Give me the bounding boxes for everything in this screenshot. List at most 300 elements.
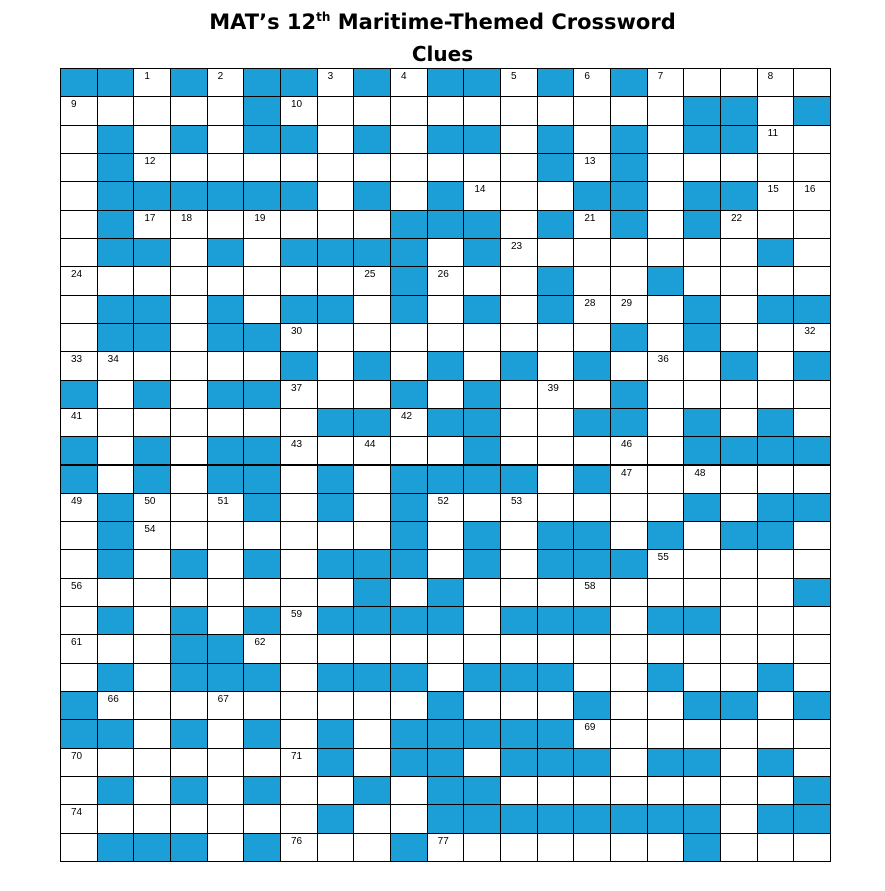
white-square[interactable]	[243, 578, 281, 607]
white-square[interactable]	[97, 634, 135, 663]
white-square[interactable]	[390, 804, 428, 833]
white-square[interactable]	[500, 153, 538, 182]
white-square[interactable]	[280, 634, 318, 663]
white-square[interactable]	[280, 549, 318, 578]
white-square[interactable]	[647, 153, 685, 182]
white-square[interactable]	[573, 380, 611, 409]
white-square[interactable]	[133, 68, 171, 97]
white-square[interactable]	[647, 323, 685, 352]
white-square[interactable]	[280, 153, 318, 182]
white-square[interactable]	[463, 748, 501, 777]
white-square[interactable]	[133, 125, 171, 154]
white-square[interactable]	[317, 578, 355, 607]
white-square[interactable]	[133, 606, 171, 635]
white-square[interactable]	[537, 408, 575, 437]
white-square[interactable]	[353, 493, 391, 522]
white-square[interactable]	[353, 748, 391, 777]
white-square[interactable]	[647, 238, 685, 267]
white-square[interactable]	[757, 181, 795, 210]
white-square[interactable]	[60, 210, 98, 239]
white-square[interactable]	[463, 833, 501, 862]
white-square[interactable]	[317, 210, 355, 239]
white-square[interactable]	[317, 96, 355, 125]
white-square[interactable]	[793, 663, 831, 692]
white-square[interactable]	[133, 634, 171, 663]
white-square[interactable]	[207, 748, 245, 777]
white-square[interactable]	[353, 521, 391, 550]
white-square[interactable]	[610, 465, 648, 494]
white-square[interactable]	[243, 295, 281, 324]
white-square[interactable]	[280, 266, 318, 295]
white-square[interactable]	[757, 380, 795, 409]
white-square[interactable]	[793, 408, 831, 437]
white-square[interactable]	[427, 833, 465, 862]
white-square[interactable]	[243, 238, 281, 267]
white-square[interactable]	[793, 125, 831, 154]
white-square[interactable]	[60, 323, 98, 352]
white-square[interactable]	[647, 578, 685, 607]
white-square[interactable]	[647, 465, 685, 494]
white-square[interactable]	[757, 323, 795, 352]
white-square[interactable]	[537, 776, 575, 805]
white-square[interactable]	[537, 578, 575, 607]
white-square[interactable]	[610, 748, 648, 777]
white-square[interactable]	[427, 380, 465, 409]
white-square[interactable]	[500, 549, 538, 578]
white-square[interactable]	[793, 549, 831, 578]
white-square[interactable]	[60, 804, 98, 833]
white-square[interactable]	[647, 351, 685, 380]
white-square[interactable]	[97, 691, 135, 720]
white-square[interactable]	[133, 266, 171, 295]
white-square[interactable]	[280, 776, 318, 805]
white-square[interactable]	[720, 408, 758, 437]
white-square[interactable]	[573, 634, 611, 663]
white-square[interactable]	[500, 691, 538, 720]
white-square[interactable]	[317, 68, 355, 97]
white-square[interactable]	[97, 748, 135, 777]
white-square[interactable]	[427, 436, 465, 465]
white-square[interactable]	[207, 408, 245, 437]
white-square[interactable]	[353, 210, 391, 239]
white-square[interactable]	[720, 606, 758, 635]
white-square[interactable]	[500, 776, 538, 805]
white-square[interactable]	[793, 181, 831, 210]
white-square[interactable]	[537, 380, 575, 409]
white-square[interactable]	[610, 634, 648, 663]
white-square[interactable]	[683, 465, 721, 494]
white-square[interactable]	[427, 96, 465, 125]
white-square[interactable]	[720, 295, 758, 324]
white-square[interactable]	[170, 351, 208, 380]
white-square[interactable]	[610, 436, 648, 465]
white-square[interactable]	[610, 833, 648, 862]
white-square[interactable]	[243, 408, 281, 437]
white-square[interactable]	[720, 748, 758, 777]
white-square[interactable]	[500, 125, 538, 154]
white-square[interactable]	[573, 295, 611, 324]
white-square[interactable]	[537, 238, 575, 267]
white-square[interactable]	[390, 125, 428, 154]
white-square[interactable]	[463, 323, 501, 352]
white-square[interactable]	[683, 153, 721, 182]
white-square[interactable]	[647, 96, 685, 125]
white-square[interactable]	[647, 549, 685, 578]
white-square[interactable]	[500, 436, 538, 465]
white-square[interactable]	[720, 266, 758, 295]
white-square[interactable]	[793, 153, 831, 182]
white-square[interactable]	[97, 96, 135, 125]
white-square[interactable]	[280, 578, 318, 607]
white-square[interactable]	[207, 351, 245, 380]
white-square[interactable]	[793, 521, 831, 550]
white-square[interactable]	[280, 323, 318, 352]
white-square[interactable]	[207, 125, 245, 154]
white-square[interactable]	[647, 408, 685, 437]
white-square[interactable]	[133, 719, 171, 748]
white-square[interactable]	[133, 153, 171, 182]
white-square[interactable]	[683, 380, 721, 409]
white-square[interactable]	[60, 96, 98, 125]
white-square[interactable]	[793, 833, 831, 862]
white-square[interactable]	[280, 465, 318, 494]
white-square[interactable]	[97, 804, 135, 833]
white-square[interactable]	[537, 96, 575, 125]
white-square[interactable]	[500, 634, 538, 663]
white-square[interactable]	[280, 748, 318, 777]
white-square[interactable]	[317, 380, 355, 409]
white-square[interactable]	[243, 804, 281, 833]
white-square[interactable]	[133, 351, 171, 380]
white-square[interactable]	[60, 351, 98, 380]
white-square[interactable]	[573, 663, 611, 692]
white-square[interactable]	[170, 493, 208, 522]
white-square[interactable]	[170, 521, 208, 550]
white-square[interactable]	[573, 323, 611, 352]
white-square[interactable]	[720, 663, 758, 692]
white-square[interactable]	[463, 351, 501, 380]
white-square[interactable]	[610, 521, 648, 550]
white-square[interactable]	[280, 521, 318, 550]
white-square[interactable]	[60, 833, 98, 862]
white-square[interactable]	[793, 465, 831, 494]
white-square[interactable]	[793, 719, 831, 748]
white-square[interactable]	[610, 606, 648, 635]
white-square[interactable]	[390, 408, 428, 437]
white-square[interactable]	[133, 210, 171, 239]
white-square[interactable]	[500, 578, 538, 607]
white-square[interactable]	[97, 578, 135, 607]
white-square[interactable]	[757, 153, 795, 182]
white-square[interactable]	[390, 776, 428, 805]
white-square[interactable]	[500, 833, 538, 862]
white-square[interactable]	[60, 549, 98, 578]
white-square[interactable]	[427, 521, 465, 550]
white-square[interactable]	[280, 408, 318, 437]
white-square[interactable]	[60, 153, 98, 182]
white-square[interactable]	[243, 634, 281, 663]
white-square[interactable]	[353, 804, 391, 833]
white-square[interactable]	[353, 719, 391, 748]
white-square[interactable]	[243, 153, 281, 182]
white-square[interactable]	[60, 238, 98, 267]
white-square[interactable]	[537, 833, 575, 862]
white-square[interactable]	[97, 351, 135, 380]
white-square[interactable]	[427, 266, 465, 295]
white-square[interactable]	[757, 606, 795, 635]
white-square[interactable]	[427, 153, 465, 182]
white-square[interactable]	[537, 323, 575, 352]
white-square[interactable]	[720, 493, 758, 522]
white-square[interactable]	[500, 68, 538, 97]
white-square[interactable]	[573, 833, 611, 862]
white-square[interactable]	[427, 295, 465, 324]
white-square[interactable]	[793, 266, 831, 295]
white-square[interactable]	[683, 663, 721, 692]
white-square[interactable]	[390, 436, 428, 465]
white-square[interactable]	[500, 521, 538, 550]
white-square[interactable]	[683, 719, 721, 748]
white-square[interactable]	[207, 691, 245, 720]
white-square[interactable]	[793, 634, 831, 663]
white-square[interactable]	[353, 436, 391, 465]
white-square[interactable]	[720, 776, 758, 805]
white-square[interactable]	[500, 323, 538, 352]
white-square[interactable]	[647, 210, 685, 239]
white-square[interactable]	[647, 691, 685, 720]
white-square[interactable]	[243, 691, 281, 720]
white-square[interactable]	[647, 719, 685, 748]
white-square[interactable]	[683, 634, 721, 663]
white-square[interactable]	[133, 691, 171, 720]
white-square[interactable]	[133, 663, 171, 692]
white-square[interactable]	[390, 323, 428, 352]
white-square[interactable]	[133, 521, 171, 550]
white-square[interactable]	[793, 238, 831, 267]
white-square[interactable]	[353, 153, 391, 182]
white-square[interactable]	[720, 719, 758, 748]
white-square[interactable]	[170, 153, 208, 182]
white-square[interactable]	[720, 210, 758, 239]
white-square[interactable]	[97, 436, 135, 465]
white-square[interactable]	[500, 96, 538, 125]
white-square[interactable]	[500, 181, 538, 210]
white-square[interactable]	[170, 210, 208, 239]
white-square[interactable]	[463, 493, 501, 522]
white-square[interactable]	[280, 691, 318, 720]
white-square[interactable]	[500, 210, 538, 239]
white-square[interactable]	[170, 436, 208, 465]
white-square[interactable]	[793, 210, 831, 239]
white-square[interactable]	[757, 634, 795, 663]
white-square[interactable]	[793, 68, 831, 97]
white-square[interactable]	[757, 68, 795, 97]
white-square[interactable]	[317, 153, 355, 182]
white-square[interactable]	[537, 465, 575, 494]
white-square[interactable]	[537, 493, 575, 522]
white-square[interactable]	[97, 380, 135, 409]
white-square[interactable]	[500, 238, 538, 267]
white-square[interactable]	[353, 465, 391, 494]
white-square[interactable]	[757, 125, 795, 154]
white-square[interactable]	[280, 719, 318, 748]
white-square[interactable]	[683, 68, 721, 97]
white-square[interactable]	[610, 776, 648, 805]
white-square[interactable]	[463, 153, 501, 182]
white-square[interactable]	[610, 719, 648, 748]
white-square[interactable]	[280, 210, 318, 239]
white-square[interactable]	[97, 408, 135, 437]
white-square[interactable]	[720, 465, 758, 494]
white-square[interactable]	[647, 295, 685, 324]
white-square[interactable]	[207, 804, 245, 833]
white-square[interactable]	[757, 351, 795, 380]
white-square[interactable]	[573, 493, 611, 522]
white-square[interactable]	[60, 578, 98, 607]
white-square[interactable]	[463, 96, 501, 125]
white-square[interactable]	[757, 719, 795, 748]
white-square[interactable]	[170, 238, 208, 267]
white-square[interactable]	[317, 776, 355, 805]
white-square[interactable]	[280, 380, 318, 409]
white-square[interactable]	[280, 493, 318, 522]
white-square[interactable]	[207, 776, 245, 805]
white-square[interactable]	[793, 606, 831, 635]
white-square[interactable]	[610, 663, 648, 692]
white-square[interactable]	[427, 493, 465, 522]
white-square[interactable]	[573, 238, 611, 267]
white-square[interactable]	[207, 96, 245, 125]
white-square[interactable]	[720, 323, 758, 352]
white-square[interactable]	[243, 210, 281, 239]
white-square[interactable]	[500, 266, 538, 295]
white-square[interactable]	[610, 266, 648, 295]
white-square[interactable]	[317, 833, 355, 862]
white-square[interactable]	[390, 351, 428, 380]
white-square[interactable]	[610, 578, 648, 607]
white-square[interactable]	[207, 266, 245, 295]
white-square[interactable]	[133, 96, 171, 125]
white-square[interactable]	[427, 323, 465, 352]
white-square[interactable]	[720, 549, 758, 578]
white-square[interactable]	[537, 691, 575, 720]
white-square[interactable]	[427, 634, 465, 663]
white-square[interactable]	[757, 96, 795, 125]
white-square[interactable]	[60, 663, 98, 692]
white-square[interactable]	[170, 691, 208, 720]
white-square[interactable]	[97, 465, 135, 494]
white-square[interactable]	[463, 606, 501, 635]
white-square[interactable]	[133, 578, 171, 607]
white-square[interactable]	[793, 748, 831, 777]
white-square[interactable]	[573, 68, 611, 97]
white-square[interactable]	[793, 380, 831, 409]
white-square[interactable]	[353, 380, 391, 409]
white-square[interactable]	[720, 634, 758, 663]
white-square[interactable]	[427, 663, 465, 692]
white-square[interactable]	[720, 578, 758, 607]
white-square[interactable]	[720, 153, 758, 182]
white-square[interactable]	[280, 833, 318, 862]
white-square[interactable]	[390, 691, 428, 720]
white-square[interactable]	[647, 436, 685, 465]
white-square[interactable]	[243, 266, 281, 295]
white-square[interactable]	[683, 521, 721, 550]
white-square[interactable]	[573, 125, 611, 154]
white-square[interactable]	[207, 833, 245, 862]
white-square[interactable]	[317, 323, 355, 352]
white-square[interactable]	[317, 125, 355, 154]
white-square[interactable]	[647, 181, 685, 210]
white-square[interactable]	[243, 748, 281, 777]
white-square[interactable]	[647, 125, 685, 154]
white-square[interactable]	[353, 266, 391, 295]
white-square[interactable]	[757, 578, 795, 607]
white-square[interactable]	[683, 266, 721, 295]
white-square[interactable]	[720, 68, 758, 97]
white-square[interactable]	[793, 323, 831, 352]
white-square[interactable]	[207, 578, 245, 607]
white-square[interactable]	[317, 634, 355, 663]
white-square[interactable]	[133, 804, 171, 833]
white-square[interactable]	[537, 181, 575, 210]
white-square[interactable]	[647, 68, 685, 97]
white-square[interactable]	[463, 266, 501, 295]
white-square[interactable]	[390, 578, 428, 607]
white-square[interactable]	[463, 578, 501, 607]
white-square[interactable]	[390, 153, 428, 182]
white-square[interactable]	[647, 380, 685, 409]
white-square[interactable]	[317, 436, 355, 465]
white-square[interactable]	[207, 210, 245, 239]
white-square[interactable]	[60, 748, 98, 777]
white-square[interactable]	[683, 549, 721, 578]
white-square[interactable]	[757, 549, 795, 578]
white-square[interactable]	[97, 266, 135, 295]
white-square[interactable]	[500, 295, 538, 324]
white-square[interactable]	[757, 210, 795, 239]
white-square[interactable]	[133, 493, 171, 522]
white-square[interactable]	[500, 408, 538, 437]
white-square[interactable]	[683, 238, 721, 267]
white-square[interactable]	[573, 96, 611, 125]
white-square[interactable]	[390, 68, 428, 97]
white-square[interactable]	[610, 96, 648, 125]
white-square[interactable]	[170, 380, 208, 409]
white-square[interactable]	[60, 181, 98, 210]
white-square[interactable]	[317, 266, 355, 295]
white-square[interactable]	[280, 606, 318, 635]
white-square[interactable]	[647, 493, 685, 522]
white-square[interactable]	[757, 776, 795, 805]
white-square[interactable]	[353, 323, 391, 352]
white-square[interactable]	[317, 181, 355, 210]
white-square[interactable]	[60, 606, 98, 635]
white-square[interactable]	[573, 578, 611, 607]
white-square[interactable]	[610, 295, 648, 324]
white-square[interactable]	[720, 804, 758, 833]
white-square[interactable]	[170, 266, 208, 295]
white-square[interactable]	[463, 181, 501, 210]
white-square[interactable]	[170, 96, 208, 125]
white-square[interactable]	[133, 748, 171, 777]
white-square[interactable]	[573, 210, 611, 239]
white-square[interactable]	[207, 549, 245, 578]
white-square[interactable]	[610, 493, 648, 522]
white-square[interactable]	[647, 833, 685, 862]
white-square[interactable]	[353, 634, 391, 663]
white-square[interactable]	[207, 153, 245, 182]
